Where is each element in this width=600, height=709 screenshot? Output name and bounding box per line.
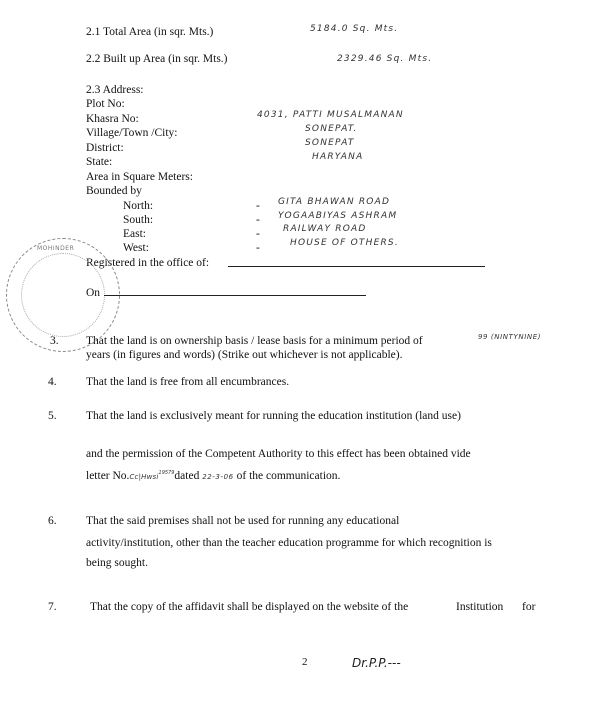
built-up-area-label: 2.2 Built up Area (in sqr. Mts.): [86, 53, 228, 65]
built-up-area-value: 2329.46 Sq. Mts.: [337, 54, 433, 64]
khasra-no-value: 4031, PATTI MUSALMANAN: [257, 110, 404, 120]
clause-6-line-2: activity/institution, other than the teacher education programme for which recognition is: [86, 537, 492, 549]
clause-5-line-2: and the permission of the Competent Authority to this effect has been obtained vide: [86, 448, 471, 460]
east-dash: -: [256, 228, 260, 240]
south-label: South:: [123, 214, 154, 226]
clause-3-period-value: 99 (NINTYNINE): [478, 333, 542, 341]
dated-value: 22-3-06: [202, 473, 234, 481]
registered-label: Registered in the office of:: [86, 257, 210, 269]
bounded-by-label: Bounded by: [86, 185, 142, 197]
total-area-label: 2.1 Total Area (in sqr. Mts.): [86, 26, 214, 38]
north-value: GITA BHAWAN ROAD: [278, 197, 391, 207]
clause-3-line-2: years (in figures and words) (Strike out whichever is not applicable).: [86, 349, 403, 361]
east-label: East:: [123, 228, 146, 240]
clause-6-line-1: That the said premises shall not be used for running any educational: [86, 515, 400, 527]
west-dash: -: [256, 242, 260, 254]
north-label: North:: [123, 200, 154, 212]
letter-no-value: Cc|Hwsi: [129, 473, 159, 481]
dated-label: dated: [174, 470, 200, 482]
clause-5-line-1: That the land is exclusively meant for running the education institution (land use): [86, 410, 461, 422]
clause-7-number: 7.: [48, 601, 57, 613]
south-value: YOGAABIYAS ASHRAM: [278, 211, 398, 221]
clause-3-number: 3.: [50, 335, 59, 347]
address-heading: 2.3 Address:: [86, 84, 144, 96]
on-label: On: [86, 287, 101, 299]
clause-3-line-1: That the land is on ownership basis / lease basis for a minimum period of: [86, 335, 423, 347]
clause-6-number: 6.: [48, 515, 57, 527]
state-label: State:: [86, 156, 113, 168]
clause-4-text: That the land is free from all encumbrances.: [86, 376, 290, 388]
north-dash: -: [256, 200, 260, 212]
district-label: District:: [86, 142, 124, 154]
clause-7-line-1: That the copy of the affidavit shall be displayed on the website of the: [90, 601, 409, 613]
village-label: Village/Town /City:: [86, 127, 178, 139]
south-dash: -: [256, 214, 260, 226]
plot-no-label: Plot No:: [86, 98, 125, 110]
area-label: Area in Square Meters:: [86, 171, 193, 183]
letter-no-superscript: 19579: [158, 470, 175, 477]
letter-suffix: of the communication.: [236, 470, 341, 482]
total-area-value: 5184.0 Sq. Mts.: [310, 24, 399, 34]
clause-7-institution: Institution: [456, 601, 504, 613]
village-value: SONEPAT.: [305, 124, 358, 134]
khasra-no-label: Khasra No:: [86, 113, 139, 125]
clause-4-number: 4.: [48, 376, 57, 388]
clause-6-line-3: being sought.: [86, 557, 148, 569]
on-blank-line: [104, 295, 366, 296]
clause-5-number: 5.: [48, 410, 57, 422]
district-value: SONEPAT: [305, 138, 355, 148]
signature: Dr.P.P.---: [352, 656, 401, 670]
east-value: RAILWAY ROAD: [283, 224, 367, 234]
clause-5-line-3: [86, 470, 340, 482]
clause-7-for: for: [522, 601, 536, 613]
west-value: HOUSE OF OTHERS.: [290, 238, 399, 248]
west-label: West:: [123, 242, 149, 254]
stamp-text: MOHINDER: [37, 245, 75, 252]
registered-blank-line: [228, 266, 485, 267]
page-number: 2: [302, 656, 308, 668]
letter-no-prefix: letter No.: [86, 470, 130, 482]
state-value: HARYANA: [312, 152, 364, 162]
